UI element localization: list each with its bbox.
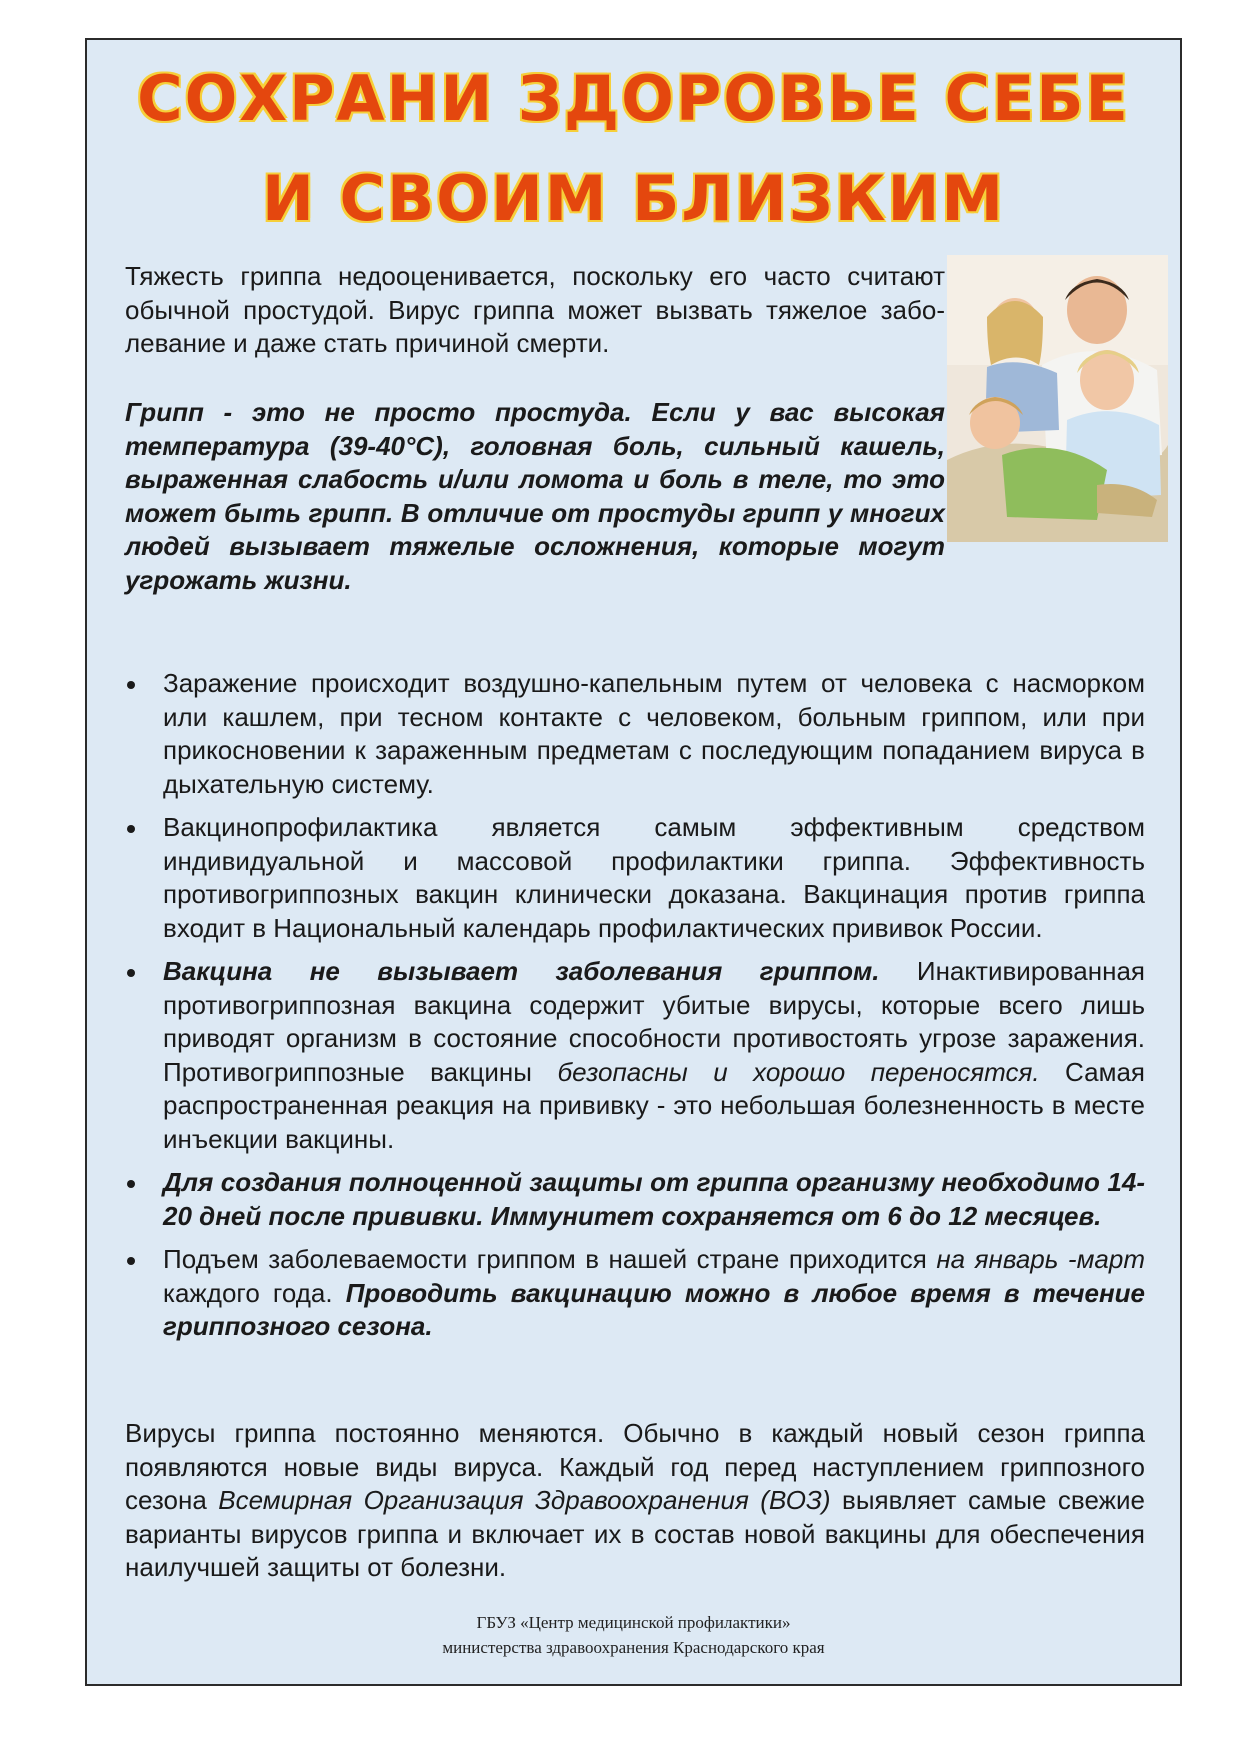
bullet-italic-text: безопасны и хорошо переносятся. [557, 1056, 1040, 1087]
closing-text: выявляет самые свежие варианты вирусов гриппа и включает их в состав новой вакцины для обеспечения наилучшей защиты от болезни. [125, 1485, 1145, 1582]
footer-line-1: ГБУЗ «Центр медицинской профилактики» [476, 1613, 791, 1632]
bullet-bold-text: Проводить вакцинацию можно в любое время в течение гриппозного сезона. [163, 1277, 1145, 1341]
intro-paragraph: Тяжесть гриппа недооценивается, поскольку его часто считают обычной простудой. Вирус гриппа может вызвать тяжелое забо-левание и даже стать причиной смерти. [125, 261, 945, 358]
bullet-item-immunity [125, 1166, 1145, 1233]
title-line-1: СОХРАНИ ЗДОРОВЬЕ СЕБЕ [137, 62, 1130, 135]
closing-text: Вирусы гриппа постоянно меняются. Обычно в каждый новый сезон гриппа появляются новые виды вируса. Каждый год перед наступлением гриппозного сезона [125, 1418, 1145, 1515]
bullet-item-vaccination [125, 811, 1145, 945]
bullet-item-vaccine-safety [125, 955, 1145, 1156]
bullet-text: Вакцинопрофилактика является самым эффективным средством индивидуальной и массовой профилактики гриппа. Эффективность противогриппозных вакцин клинически доказана. Вакцинация против гриппа входит в Национальный календарь профилактических прививок России. [163, 812, 1145, 943]
bullet-item-transmission [125, 667, 1145, 801]
family-photo [947, 255, 1168, 542]
footer-line-2: министерства здравоохранения Краснодарского края [442, 1638, 825, 1657]
bullet-text: Заражение происходит воздушно-капельным путем от человека с насморком или кашлем, при тесном контакте с человеком, больным гриппом, или при прикосновении к зараженным предметам с последующим попаданием вируса в дыхательную систему. [163, 668, 1145, 799]
bullet-icon [127, 681, 135, 689]
bullet-italic-text: на январь -март [936, 1244, 1145, 1274]
closing-italic-text: Всемирная Организация Здравоохранения (ВОЗ) [218, 1485, 831, 1515]
footer [87, 1610, 1180, 1660]
family-photo-icon [947, 255, 1168, 542]
bullet-bold-text: Для создания полноценной защиты от гриппа организму необходимо 14-20 дней после прививки. Иммунитет сохраняется от 6 до 12 месяцев. [163, 1167, 1145, 1231]
title-line-2: И СВОИМ БЛИЗКИМ [261, 162, 1006, 235]
bullet-text: Самая распространенная реакция на прививку - это небольшая болезненность в месте инъекции вакцины. [163, 1056, 1146, 1154]
bullet-item-season [125, 1243, 1145, 1344]
bullet-bold-text: Вакцина не вызывает заболевания гриппом. [163, 956, 880, 986]
bullet-icon [127, 825, 135, 833]
bullet-text: Инактивированная противогриппозная вакцина содержит убитые вирусы, которые всего лишь приводят организм в состояние способности противостоять угрозе заражения. Противогриппозные вакцины [163, 956, 1145, 1087]
bullet-icon [127, 1180, 135, 1188]
poster [85, 38, 1182, 1686]
bullet-icon [127, 1257, 135, 1265]
bullet-text: каждого года. [163, 1277, 346, 1308]
closing-paragraph [125, 1417, 1145, 1585]
bullet-icon [127, 969, 135, 977]
warning-paragraph: Грипп - это не просто простуда. Если у вас высокая температура (39-40°С), головная боль, сильный кашель, выраженная слабость и/или ломота и боль в теле, то это может быть грипп. В отличие от простуды грипп у многих людей вызывает тяжелые осложнения, которые могут угрожать жизни. [125, 397, 945, 595]
bullet-text: Подъем заболеваемости гриппом в нашей стране приходится [163, 1244, 937, 1274]
bullet-list [125, 667, 1145, 1344]
